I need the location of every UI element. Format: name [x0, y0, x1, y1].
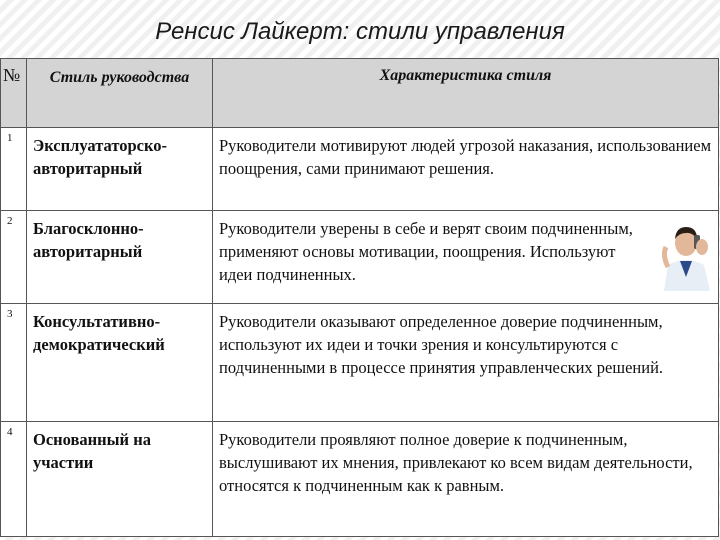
- table-row: [1, 422, 719, 537]
- row-number: 2: [1, 211, 27, 304]
- row-description: Руководители оказывают определенное доверие подчиненным, используют их идеи и точки зрения и консультируются с подчиненными в процессе принятия управленческих решений.: [213, 304, 719, 422]
- header-style: Стиль руководства: [27, 59, 213, 128]
- leadership-styles-table: [0, 58, 719, 537]
- row-number: 3: [1, 304, 27, 422]
- header-description: Характеристика стиля: [213, 59, 719, 128]
- table-header-row: [1, 59, 719, 128]
- table-row: [1, 211, 719, 304]
- row-description: Руководители уверены в себе и верят своим подчиненным, применяют основы мотивации, поощрения. Используют идеи подчиненных.: [219, 219, 633, 284]
- row-style-name: Консультативно-демократический: [27, 304, 213, 422]
- businessman-photo: [658, 217, 714, 291]
- row-description-cell: [213, 211, 719, 304]
- row-style-name: Основанный на участии: [27, 422, 213, 537]
- slide-title: Ренсис Лайкерт: стили управления: [155, 18, 565, 45]
- row-number: 1: [1, 128, 27, 211]
- table-row: [1, 304, 719, 422]
- row-style-name: Эксплуататорско-авторитарный: [27, 128, 213, 211]
- header-number: №: [1, 59, 27, 128]
- row-description: Руководители проявляют полное доверие к подчиненным, выслушивают их мнения, привлекают ко всем видам деятельности, относятся к подчиненным как к равным.: [213, 422, 719, 537]
- table-row: [1, 128, 719, 211]
- row-style-name: Благосклонно-авторитарный: [27, 211, 213, 304]
- row-description: Руководители мотивируют людей угрозой наказания, использованием поощрения, сами принимают решения.: [213, 128, 719, 211]
- row-number: 4: [1, 422, 27, 537]
